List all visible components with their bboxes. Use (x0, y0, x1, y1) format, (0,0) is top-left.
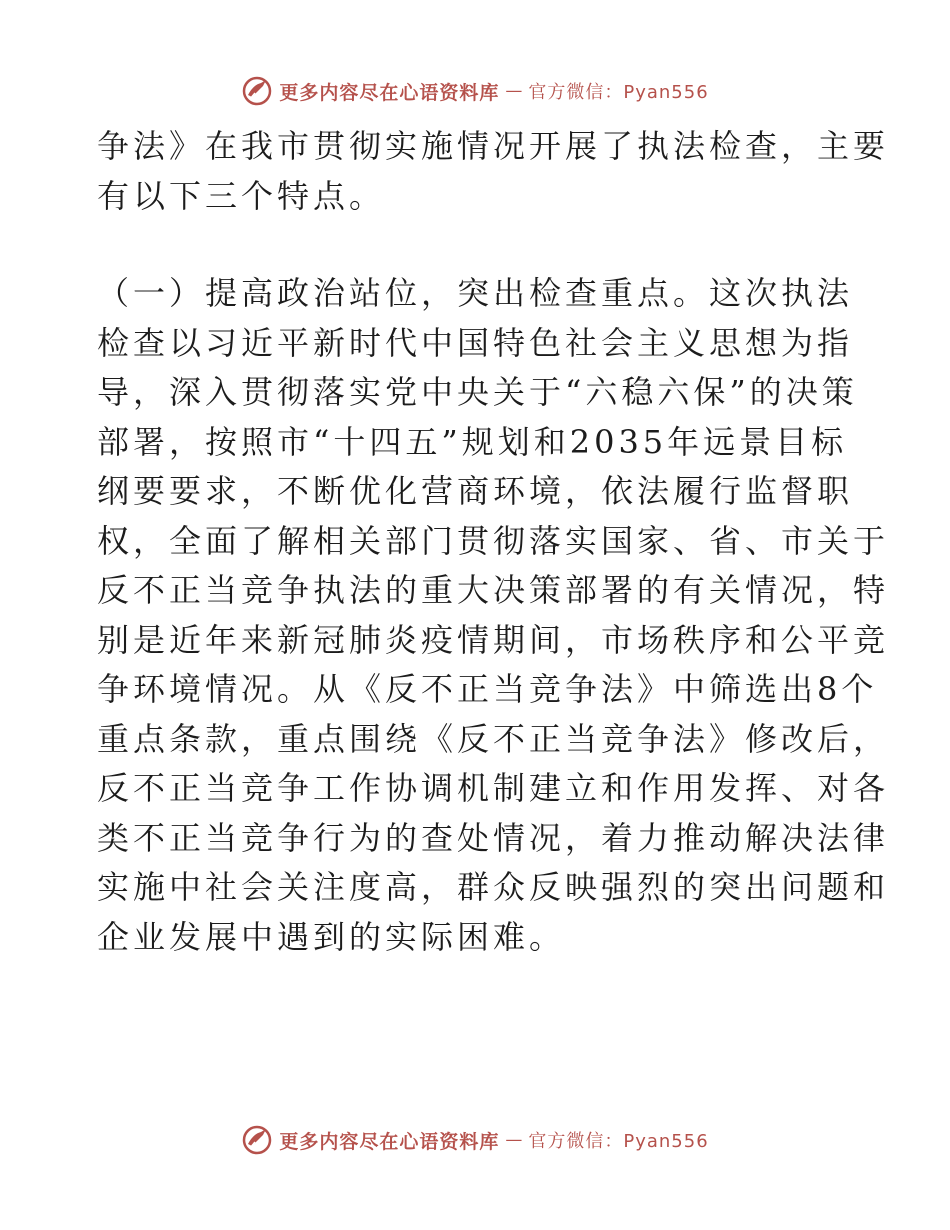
text-line: 类不正当竞争行为的查处情况，着力推动解决法律 (97, 818, 890, 857)
text-line: 反不正当竞争工作协调机制建立和作用发挥、对各 (97, 769, 890, 807)
text-line: 别是近年来新冠肺炎疫情期间，市场秩序和公平竞 (97, 620, 890, 659)
header-site-text: 更多内容尽在心语资料库 (279, 81, 500, 104)
paragraph-2 (97, 269, 890, 962)
footer-banner (0, 1120, 950, 1160)
text-line: 权，全面了解相关部门贯彻落实国家、省、市关于 (97, 521, 890, 560)
text-line: （一）提高政治站位，突出检查重点。这次执法 (97, 274, 854, 312)
document-body (97, 122, 890, 962)
hand-pen-logo-icon (241, 1124, 273, 1156)
header-wechat-text: 官方微信：Pyan556 (528, 82, 709, 103)
text-line: 实施中社会关注度高，群众反映强烈的突出问题和 (97, 868, 890, 906)
hand-pen-logo-icon (241, 75, 273, 107)
text-line: 企业发展中遇到的实际困难。 (97, 917, 566, 956)
header-separator: — (505, 81, 523, 101)
text-line: 检查以习近平新时代中国特色社会主义思想为指 (97, 323, 854, 362)
footer-separator: — (505, 1130, 523, 1150)
header-banner (0, 71, 950, 111)
text-line: 重点条款，重点围绕《反不正当竞争法》修改后， (97, 719, 890, 758)
text-line: 反不正当竞争执法的重大决策部署的有关情况，特 (97, 571, 890, 609)
footer-wechat-text: 官方微信：Pyan556 (528, 1131, 709, 1152)
text-line: 争环境情况。从《反不正当竞争法》中筛选出8个 (97, 670, 878, 708)
paragraph-1 (97, 122, 890, 221)
footer-site-text: 更多内容尽在心语资料库 (279, 1130, 500, 1153)
text-line: 争法》在我市贯彻实施情况开展了执法检查，主要 (97, 127, 890, 165)
text-line: 有以下三个特点。 (97, 176, 386, 215)
text-line: 部署，按照市“十四五”规划和2035年远景目标 (97, 422, 848, 461)
text-line: 导，深入贯彻落实党中央关于“六稳六保”的决策 (97, 373, 858, 411)
text-line: 纲要要求，不断优化营商环境，依法履行监督职 (97, 472, 854, 510)
